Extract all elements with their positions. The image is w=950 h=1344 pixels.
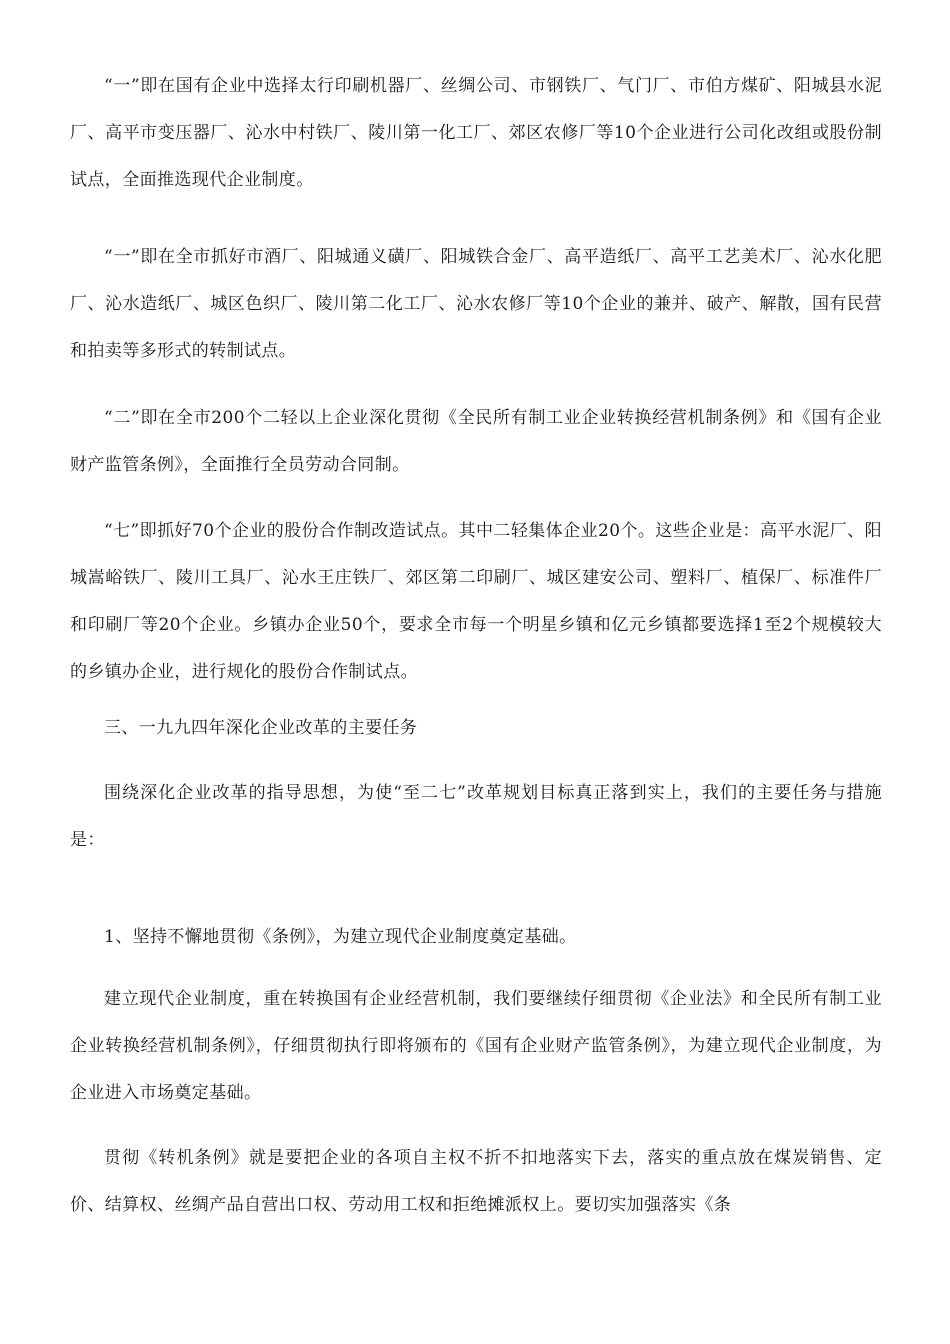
paragraph-restructuring-pilot-one: “一”即在全市抓好市酒厂、阳城通义磺厂、阳城铁合金厂、高平造纸厂、高平工艺美术厂、沁水化肥厂、沁水造纸厂、城区色织厂、陵川第二化工厂、沁水农修厂等10个企业的兼并、破产、解散，国有民营和拍卖等多形式的转制试点。 [70,247,882,361]
paragraph-reform-pilot-one: “一”即在国有企业中选择太行印刷机器厂、丝绸公司、市钢铁厂、气门厂、市伯方煤矿、阳城县水泥厂、高平市变压器厂、沁水中村铁厂、陵川第一化工厂、郊区农修厂等10个企业进行公司化改组或股份制试点，全面推选现代企业制度。 [70,76,882,190]
section-heading-main-tasks: 三、一九九四年深化企业改革的主要任务 [104,718,418,738]
paragraph-modern-enterprise-system: 建立现代企业制度，重在转换国有企业经营机制，我们要继续仔细贯彻《企业法》和全民所有制工业企业转换经营机制条例》，仔细贯彻执行即将颁布的《国有企业财产监管条例》，为建立现代企业制度，为企业进入市场奠定基础。 [70,989,882,1103]
paragraph-implementation: 贯彻《转机条例》就是要把企业的各项自主权不折不扣地落实下去，落实的重点放在煤炭销售、定价、结算权、丝绸产品自营出口权、劳动用工权和拒绝摊派权上。要切实加强落实《条 [70,1148,882,1215]
paragraph-shareholding-seven: “七”即抓好70个企业的股份合作制改造试点。其中二轻集体企业20个。这些企业是：高平水泥厂、阳城嵩峪铁厂、陵川工具厂、沁水王庄铁厂、郊区第二印刷厂、城区建安公司、塑料厂、植保厂、标准件厂和印刷厂等20个企业。乡镇办企业50个，要求全市每一个明星乡镇和亿元乡镇都要选择1至2个规模较大的乡镇办企业，进行规化的股份合作制试点。 [70,521,882,682]
paragraph-regulation-two: “二”即在全市200个二轻以上企业深化贯彻《全民所有制工业企业转换经营机制条例》和《国有企业财产监管条例》，全面推行全员劳动合同制。 [70,408,882,475]
paragraph-tasks-intro: 围绕深化企业改革的指导思想，为使“至二七”改革规划目标真正落到实上，我们的主要任务与措施是： [70,783,882,850]
subheading-task-one: 1、坚持不懈地贯彻《条例》，为建立现代企业制度奠定基础。 [104,927,577,947]
